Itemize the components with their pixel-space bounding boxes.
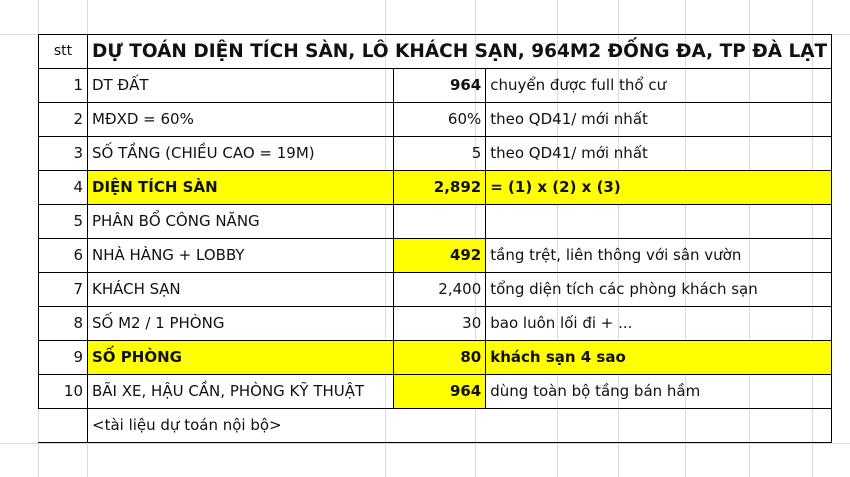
table-row (39, 205, 832, 239)
item-cell[interactable]: SỐ TẦNG (CHIỀU CAO = 19M) (88, 137, 394, 171)
item-cell[interactable]: MĐXD = 60% (88, 103, 394, 137)
table-row (39, 341, 832, 375)
title-row (39, 35, 832, 69)
value-cell[interactable]: 2,892 (393, 171, 485, 205)
table-row (39, 273, 832, 307)
row-number[interactable]: 9 (39, 341, 88, 375)
note-cell[interactable]: khách sạn 4 sao (486, 341, 832, 375)
row-number[interactable]: 1 (39, 69, 88, 103)
footer-row (39, 409, 832, 443)
note-cell[interactable]: theo QD41/ mới nhất (486, 137, 832, 171)
table-row (39, 103, 832, 137)
item-cell[interactable]: KHÁCH SẠN (88, 273, 394, 307)
note-cell[interactable]: chuyển được full thổ cư (486, 69, 832, 103)
estimate-table (38, 34, 832, 443)
row-number[interactable]: 4 (39, 171, 88, 205)
value-cell[interactable]: 492 (393, 239, 485, 273)
row-number[interactable]: 5 (39, 205, 88, 239)
row-number[interactable]: 3 (39, 137, 88, 171)
value-cell[interactable]: 5 (393, 137, 485, 171)
table-row (39, 375, 832, 409)
table-row (39, 171, 832, 205)
table-row (39, 239, 832, 273)
note-cell[interactable]: bao luôn lối đi + ... (486, 307, 832, 341)
note-cell[interactable]: = (1) x (2) x (3) (486, 171, 832, 205)
footer-empty-cell[interactable] (39, 409, 88, 443)
value-cell[interactable]: 80 (393, 341, 485, 375)
table-row (39, 137, 832, 171)
footer-note[interactable]: <tài liệu dự toán nội bộ> (88, 409, 832, 443)
item-cell[interactable]: DT ĐẤT (88, 69, 394, 103)
note-cell[interactable]: theo QD41/ mới nhất (486, 103, 832, 137)
item-cell[interactable]: DIỆN TÍCH SÀN (88, 171, 394, 205)
row-number[interactable]: 10 (39, 375, 88, 409)
note-cell[interactable]: tổng diện tích các phòng khách sạn (486, 273, 832, 307)
note-cell[interactable] (486, 205, 832, 239)
row-number[interactable]: 6 (39, 239, 88, 273)
value-cell[interactable]: 60% (393, 103, 485, 137)
note-cell[interactable]: tầng trệt, liên thông với sân vườn (486, 239, 832, 273)
table-row (39, 69, 832, 103)
value-cell[interactable]: 964 (393, 69, 485, 103)
row-number[interactable]: 2 (39, 103, 88, 137)
value-cell[interactable]: 964 (393, 375, 485, 409)
note-cell[interactable]: dùng toàn bộ tầng bán hầm (486, 375, 832, 409)
row-number[interactable]: 7 (39, 273, 88, 307)
item-cell[interactable]: SỐ PHÒNG (88, 341, 394, 375)
row-number[interactable]: 8 (39, 307, 88, 341)
value-cell[interactable]: 30 (393, 307, 485, 341)
item-cell[interactable]: PHÂN BỔ CÔNG NĂNG (88, 205, 394, 239)
table-row (39, 307, 832, 341)
value-cell[interactable]: 2,400 (393, 273, 485, 307)
item-cell[interactable]: SỐ M2 / 1 PHÒNG (88, 307, 394, 341)
stt-header[interactable]: stt (39, 35, 88, 69)
sheet-title[interactable]: DỰ TOÁN DIỆN TÍCH SÀN, LÔ KHÁCH SẠN, 964M2 ĐỐNG ĐA, TP ĐÀ LẠT (88, 35, 832, 69)
item-cell[interactable]: NHÀ HÀNG + LOBBY (88, 239, 394, 273)
item-cell[interactable]: BÃI XE, HẬU CẦN, PHÒNG KỸ THUẬT (88, 375, 394, 409)
value-cell[interactable] (393, 205, 485, 239)
